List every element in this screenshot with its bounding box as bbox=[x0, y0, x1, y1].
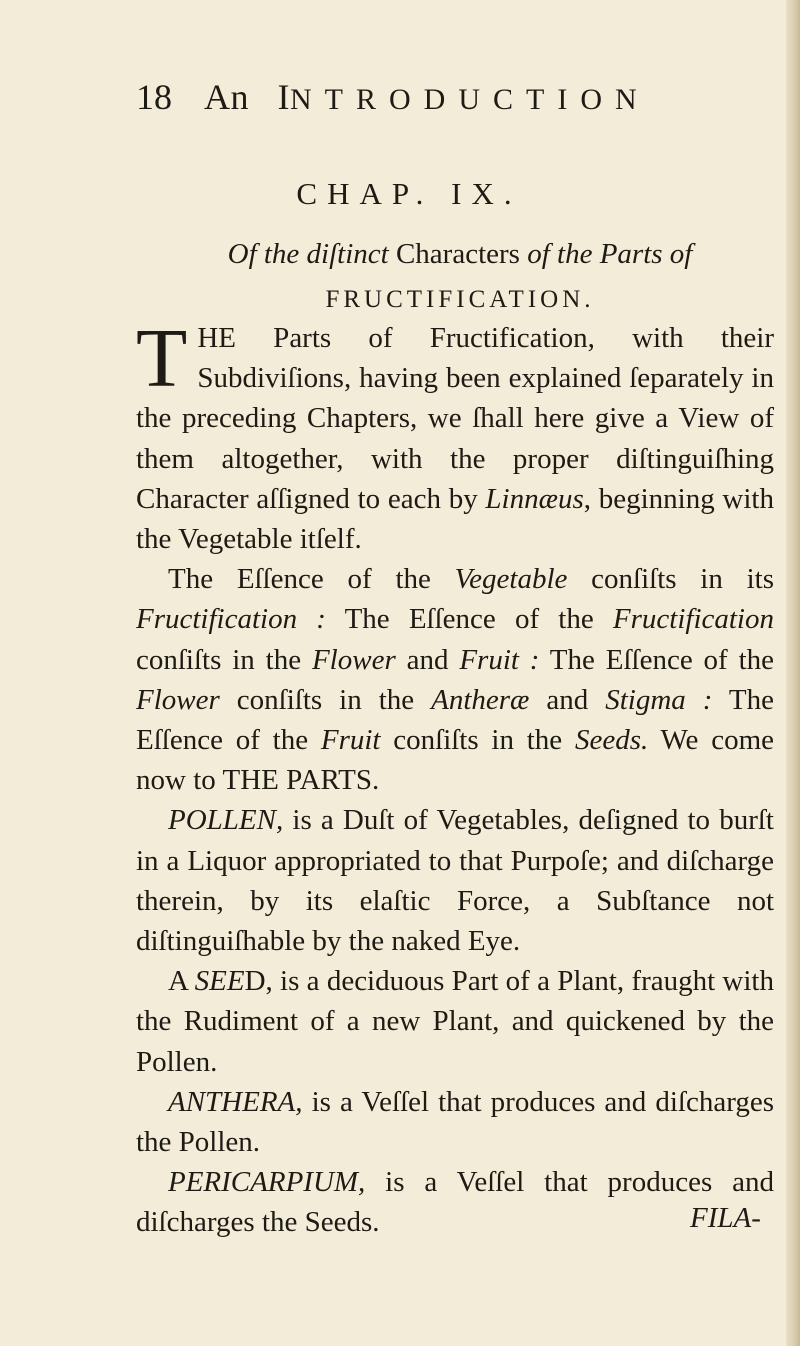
paragraph-essence bbox=[136, 559, 774, 800]
essence-term: Flower bbox=[311, 643, 396, 676]
term-seed: SEE bbox=[194, 965, 245, 998]
intro-text: HE Parts of Fructification, with their Subdiviſions, having been explained ſeparately in the preceding Chapters, we ſhall here give a View of them altogether, with the proper diſtinguiſhing Character aſſigned to each by bbox=[136, 322, 774, 515]
paragraph-intro bbox=[136, 312, 774, 559]
essence-text: The Eſſence of the bbox=[168, 563, 455, 596]
definition-pollen bbox=[136, 800, 774, 961]
essence-text: conſiſts in the bbox=[219, 683, 432, 716]
essence-term: Seeds. bbox=[574, 724, 649, 757]
running-title-rest: NTRODUCTION bbox=[290, 83, 650, 116]
essence-term: Stigma : bbox=[605, 683, 713, 716]
subtitle-part-2: Characters bbox=[388, 238, 528, 270]
essence-text: and bbox=[395, 643, 460, 676]
definition-anthera bbox=[136, 1082, 774, 1162]
essence-text: We come now to THE PARTS. bbox=[136, 724, 774, 797]
essence-text: The Eſſence of the bbox=[325, 603, 613, 636]
subtitle-line-2: FRUCTIFICATION. bbox=[325, 286, 595, 313]
running-title-initial: I bbox=[277, 77, 290, 117]
chapter-subtitle bbox=[140, 232, 780, 322]
definition-text: , is a deciduous Part of a Plant, fraught with the Rudiment of a new Plant, and quickened by the Pollen. bbox=[136, 965, 774, 1078]
term-anthera: ANTHERA, bbox=[168, 1085, 303, 1118]
definition-article: A bbox=[168, 965, 195, 998]
definition-text: is a Duſt of Vegetables, deſigned to burſt in a Liquor appropriated to that Purpoſe; and diſcharge therein, by its elaſtic Force, a Subſtance not diſtinguiſhable by the naked Eye. bbox=[136, 804, 774, 958]
catchword: FILA- bbox=[690, 1202, 761, 1234]
essence-term: Flower bbox=[136, 683, 220, 716]
essence-term: Vegetable bbox=[454, 563, 568, 596]
essence-term: Fructification : bbox=[136, 603, 326, 636]
chapter-heading: CHAP. IX. bbox=[296, 176, 522, 211]
drop-cap: T bbox=[136, 312, 188, 405]
term-pericarpium: PERICARPIUM, bbox=[168, 1166, 366, 1199]
body-text bbox=[136, 312, 775, 1243]
essence-text: conſiſts in the bbox=[380, 724, 575, 757]
running-title bbox=[204, 72, 650, 125]
essence-text: conſiſts in the bbox=[136, 643, 312, 676]
term-pollen: POLLEN, bbox=[168, 804, 284, 837]
essence-term: Antheræ bbox=[431, 683, 530, 716]
essence-text: and bbox=[529, 683, 606, 716]
subtitle-part-1: Of the diſtinct bbox=[227, 238, 389, 270]
running-header bbox=[136, 72, 656, 122]
essence-text: The Eſſence of the bbox=[136, 683, 775, 757]
definition-text: is a Veſſel that produces and diſcharges the Seeds. bbox=[136, 1166, 774, 1239]
subtitle-part-3: of the Parts of bbox=[527, 238, 693, 270]
term-seed-end: D bbox=[244, 965, 266, 998]
author-name: Linnæus bbox=[485, 482, 584, 515]
essence-text: conſiſts in its bbox=[567, 563, 775, 596]
essence-text: The Eſſence of the bbox=[539, 643, 774, 676]
essence-term: Fruit : bbox=[459, 643, 540, 676]
running-title-an: An bbox=[204, 77, 249, 117]
essence-term: Fructification bbox=[612, 603, 774, 636]
essence-term: Fruit bbox=[320, 724, 381, 757]
definition-pericarpium bbox=[136, 1162, 774, 1242]
definition-text: is a Veſſel that produces and diſcharges the Pollen. bbox=[136, 1085, 774, 1159]
definition-seed bbox=[136, 961, 774, 1082]
page-number: 18 bbox=[136, 77, 172, 117]
intro-text-end: , beginning with the Vegetable itſelf. bbox=[136, 482, 774, 556]
